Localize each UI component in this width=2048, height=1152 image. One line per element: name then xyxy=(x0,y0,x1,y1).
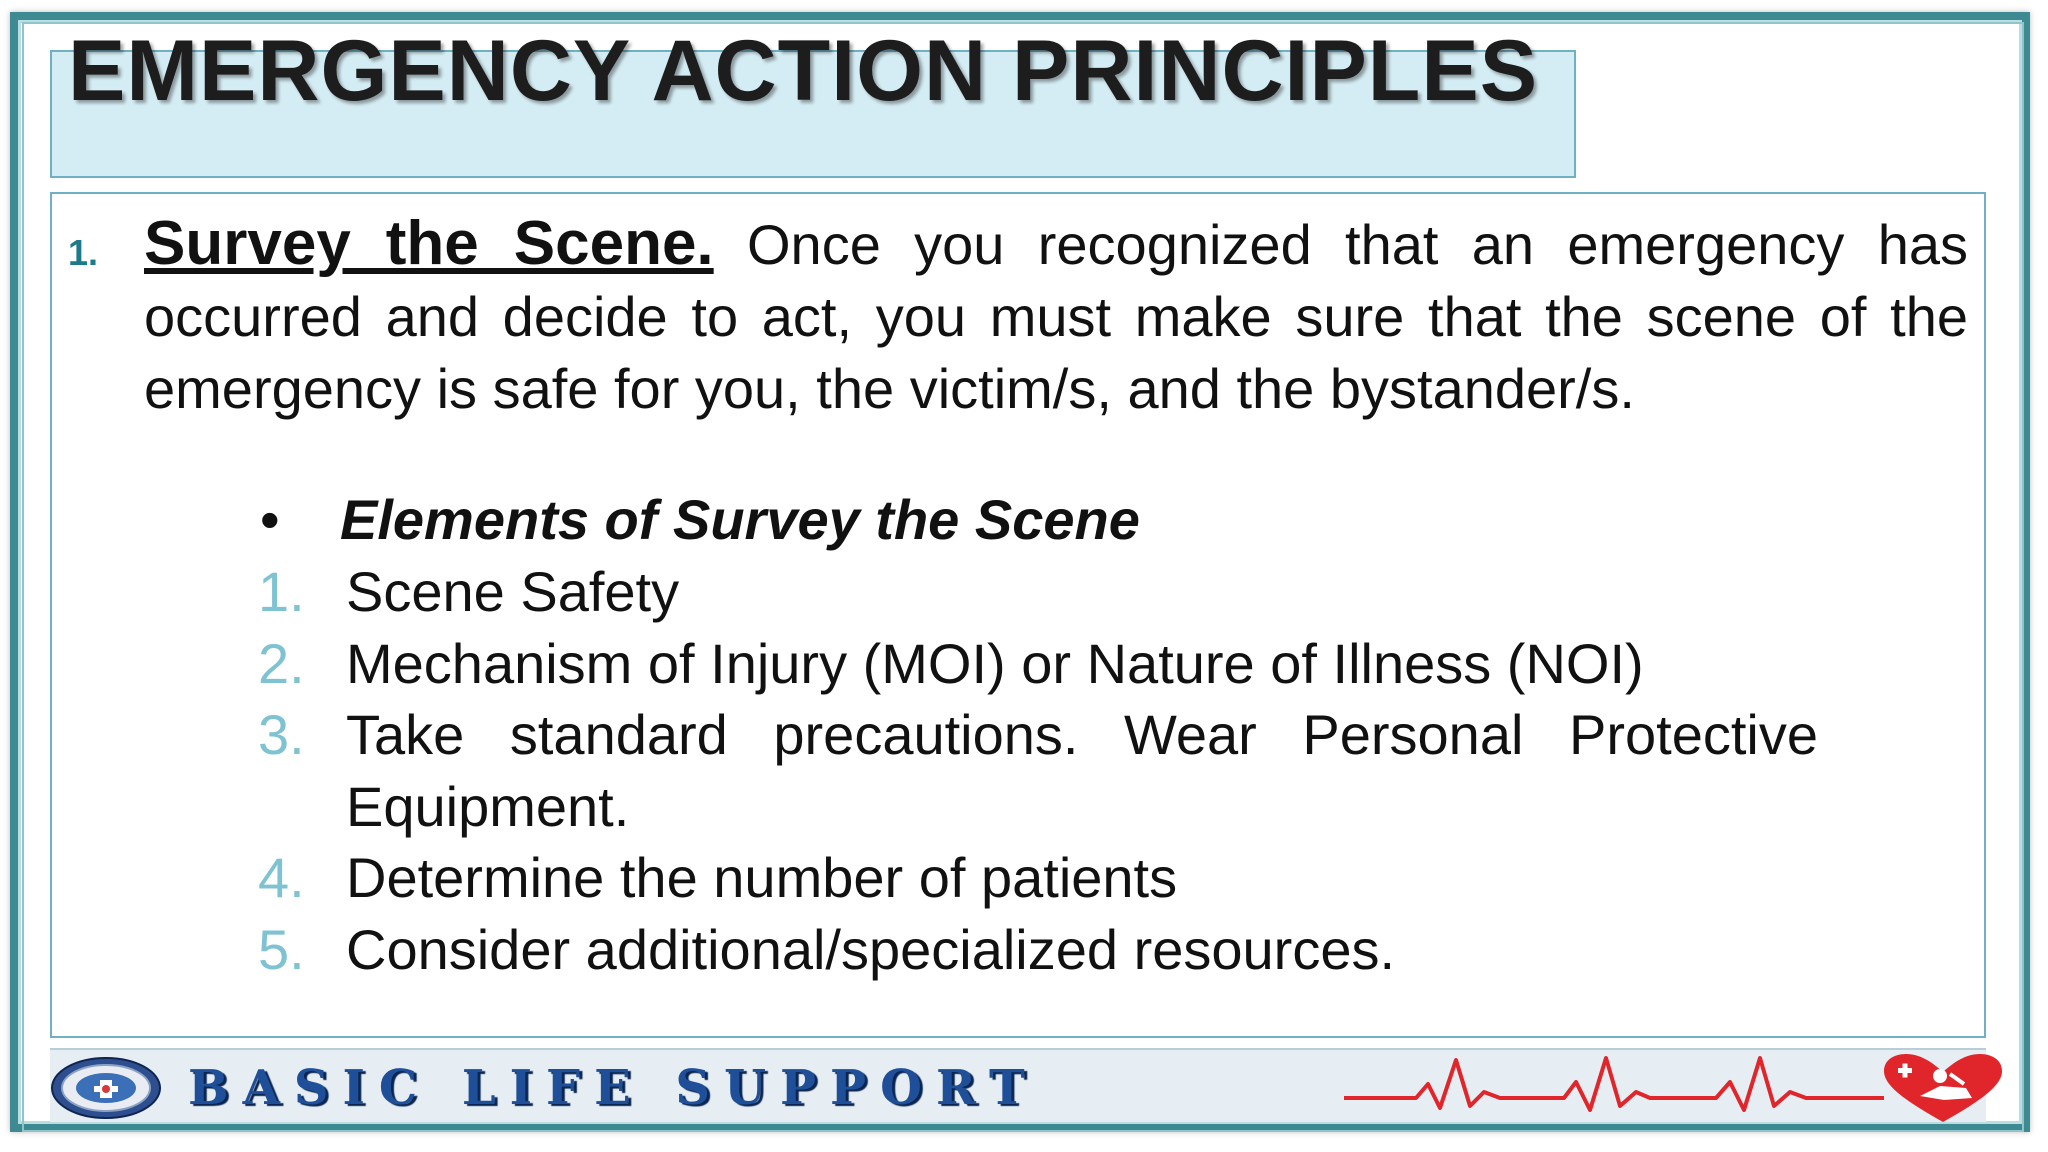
item-1-number: 1. xyxy=(68,232,99,273)
elements-heading-row xyxy=(260,484,1140,556)
list-item xyxy=(258,556,1818,628)
ecg-line-icon xyxy=(1344,1052,1884,1116)
list-item-text: Take standard precautions. Wear Personal Protective Equipment. xyxy=(346,703,1818,838)
list-item-number: 4. xyxy=(258,846,305,909)
list-item xyxy=(258,628,1818,700)
elements-heading: Elements of Survey the Scene xyxy=(340,488,1140,551)
heart-cpr-icon xyxy=(1880,1054,2006,1124)
emblem-icon xyxy=(50,1056,162,1120)
list-item xyxy=(258,842,1818,914)
item-1-paragraph xyxy=(144,208,1968,425)
item-1-body: Once you recognized that an emergency has occurred and decide to act, you must make sure that the scene of the emergency is safe for you, the victim/s, and the bystander/s. xyxy=(144,213,1968,420)
list-item-number: 1. xyxy=(258,560,305,623)
list-item xyxy=(258,914,1818,986)
list-item-text: Scene Safety xyxy=(346,560,680,623)
list-item-text: Mechanism of Injury (MOI) or Nature of Illness (NOI) xyxy=(346,631,1644,695)
slide-title: EMERGENCY ACTION PRINCIPLES xyxy=(68,23,1539,119)
footer-banner-text: BASIC LIFE SUPPORT xyxy=(188,1060,1039,1116)
list-item-number: 5. xyxy=(258,917,305,981)
list-item xyxy=(258,699,1818,842)
list-item-text: Determine the number of patients xyxy=(346,846,1178,909)
bullet-icon: • xyxy=(260,488,280,551)
item-1-heading: Survey the Scene. xyxy=(144,209,714,278)
elements-list xyxy=(258,556,1818,985)
list-item-text: Consider additional/specialized resources. xyxy=(346,917,1396,981)
list-item-number: 3. xyxy=(258,703,305,766)
list-item-number: 2. xyxy=(258,631,305,695)
